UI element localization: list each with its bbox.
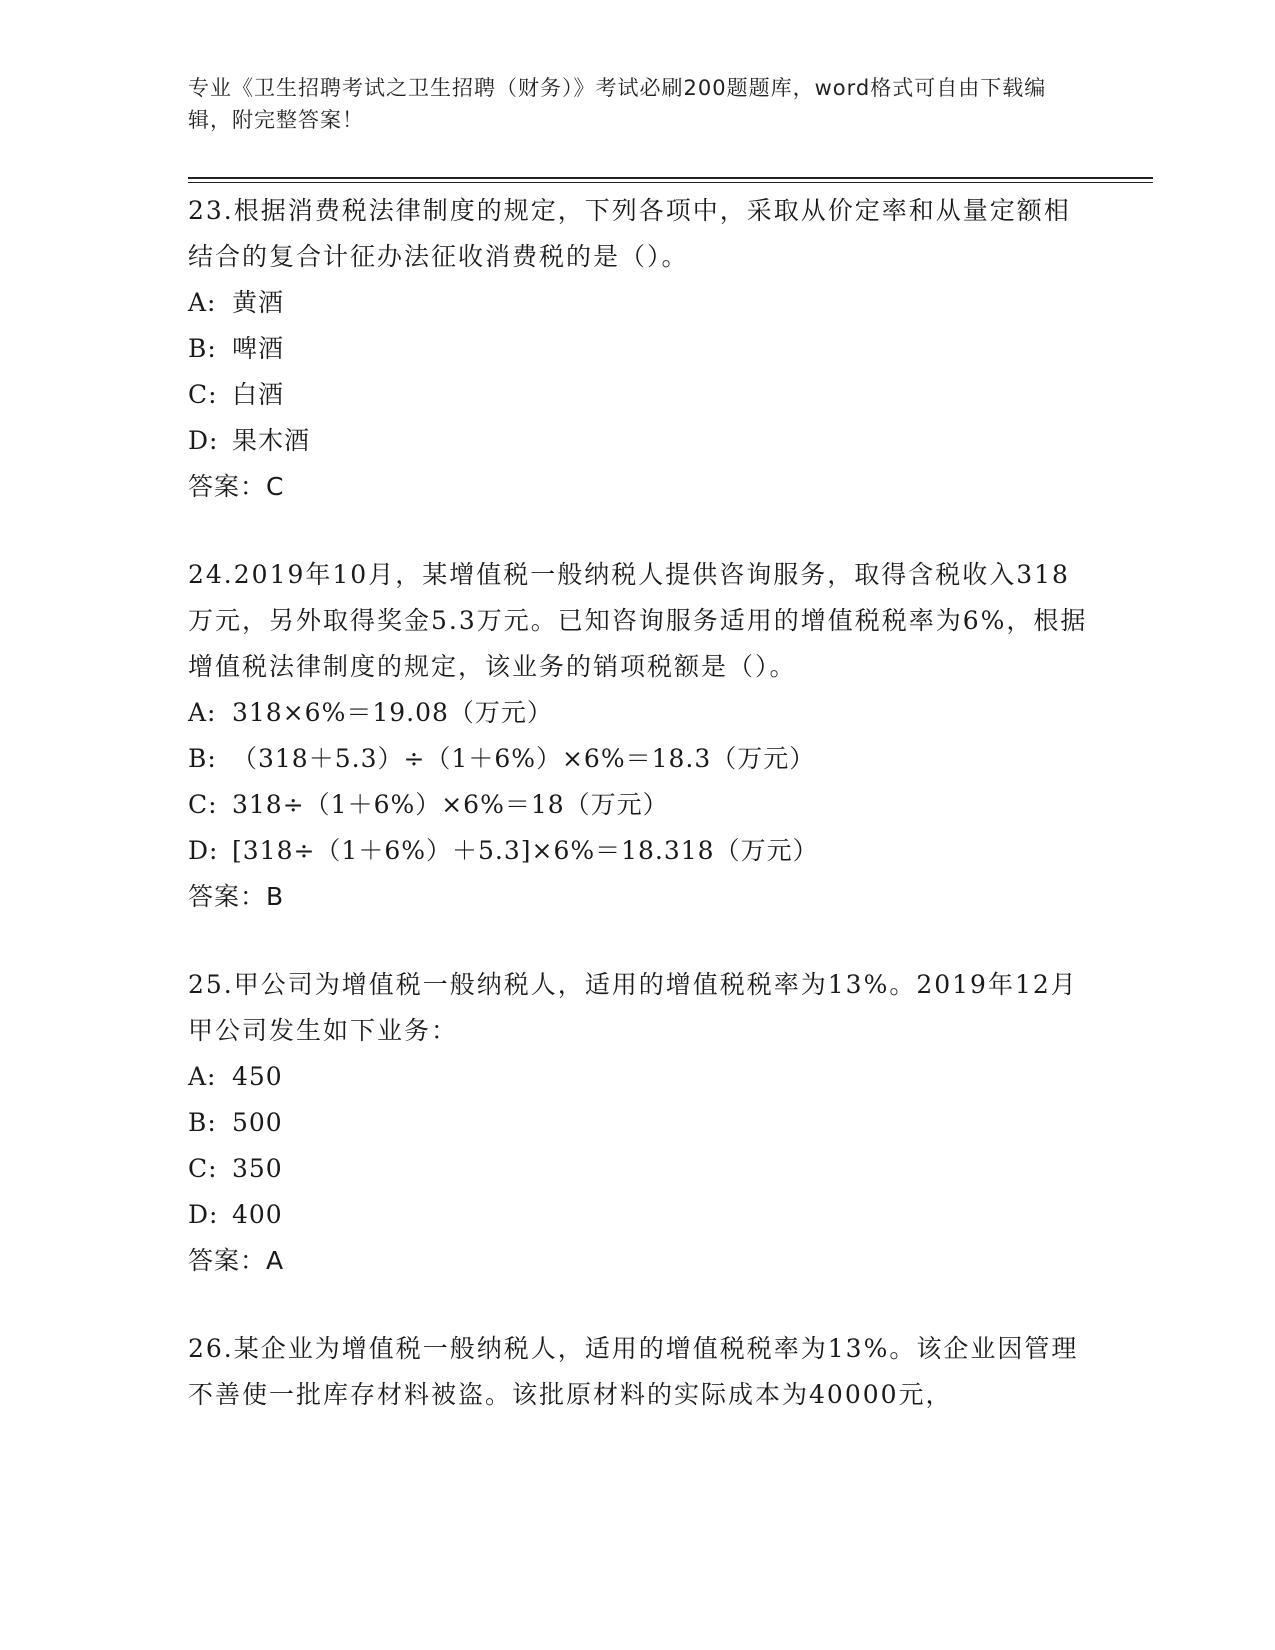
option-b — [188, 1100, 1088, 1146]
option-text: 318×6%＝19.08（万元） — [232, 698, 553, 727]
option-letter: D: — [188, 426, 219, 455]
option-text: 黄酒 — [232, 288, 285, 317]
question-stem: 24.2019年10月，某增值税一般纳税人提供咨询服务，取得含税收入318万元，另外取得奖金5.3万元。已知咨询服务适用的增值税税率为6%，根据增值税法律制度的规定，该业务的销项税额是（）。 — [188, 560, 1088, 681]
option-a — [188, 690, 1088, 736]
answer-line: 答案：B — [188, 882, 285, 911]
option-letter: B: — [188, 1108, 217, 1137]
answer-line: 答案：A — [188, 1246, 285, 1275]
option-text: 350 — [232, 1154, 283, 1183]
answer-line: 答案：C — [188, 472, 285, 501]
option-a — [188, 1054, 1088, 1100]
option-letter: C: — [188, 1154, 218, 1183]
header-rule-thick — [188, 177, 1153, 179]
option-letter: A: — [188, 698, 217, 727]
question-25 — [188, 962, 1088, 1284]
option-d — [188, 1192, 1088, 1238]
option-text: 500 — [232, 1108, 283, 1137]
option-text: （318＋5.3）÷（1＋6%）×6%＝18.3（万元） — [232, 744, 816, 773]
option-text: 果木酒 — [232, 426, 311, 455]
option-text: 400 — [232, 1200, 283, 1229]
option-b — [188, 326, 1088, 372]
option-c — [188, 1146, 1088, 1192]
option-letter: A: — [188, 1062, 217, 1091]
option-d — [188, 418, 1088, 464]
question-stem: 25.甲公司为增值税一般纳税人，适用的增值税税率为13%。2019年12月甲公司发生如下业务： — [188, 970, 1078, 1045]
question-stem: 26.某企业为增值税一般纳税人，适用的增值税税率为13%。该企业因管理不善使一批库存材料被盗。该批原材料的实际成本为40000元， — [188, 1334, 1079, 1409]
question-23 — [188, 188, 1088, 510]
option-letter: D: — [188, 836, 219, 865]
question-list — [188, 188, 1088, 1460]
option-c — [188, 372, 1088, 418]
question-24 — [188, 552, 1088, 920]
question-26 — [188, 1326, 1088, 1418]
option-letter: B: — [188, 744, 217, 773]
option-letter: D: — [188, 1200, 219, 1229]
header-rule-thin — [188, 182, 1153, 183]
option-text: 啤酒 — [232, 334, 285, 363]
option-text: 白酒 — [232, 380, 285, 409]
option-b — [188, 736, 1088, 782]
option-text: 318÷（1＋6%）×6%＝18（万元） — [232, 790, 669, 819]
question-stem: 23.根据消费税法律制度的规定，下列各项中，采取从价定率和从量定额相结合的复合计征办法征收消费税的是（）。 — [188, 196, 1071, 271]
option-d — [188, 828, 1088, 874]
option-letter: B: — [188, 334, 217, 363]
option-letter: C: — [188, 380, 218, 409]
option-text: [318÷（1＋6%）＋5.3]×6%＝18.318（万元） — [232, 836, 819, 865]
option-letter: C: — [188, 790, 218, 819]
option-text: 450 — [232, 1062, 283, 1091]
option-c — [188, 782, 1088, 828]
option-letter: A: — [188, 288, 217, 317]
option-a — [188, 280, 1088, 326]
document-header: 专业《卫生招聘考试之卫生招聘（财务）》考试必刷200题题库，word格式可自由下载编辑，附完整答案！ — [188, 76, 1047, 132]
